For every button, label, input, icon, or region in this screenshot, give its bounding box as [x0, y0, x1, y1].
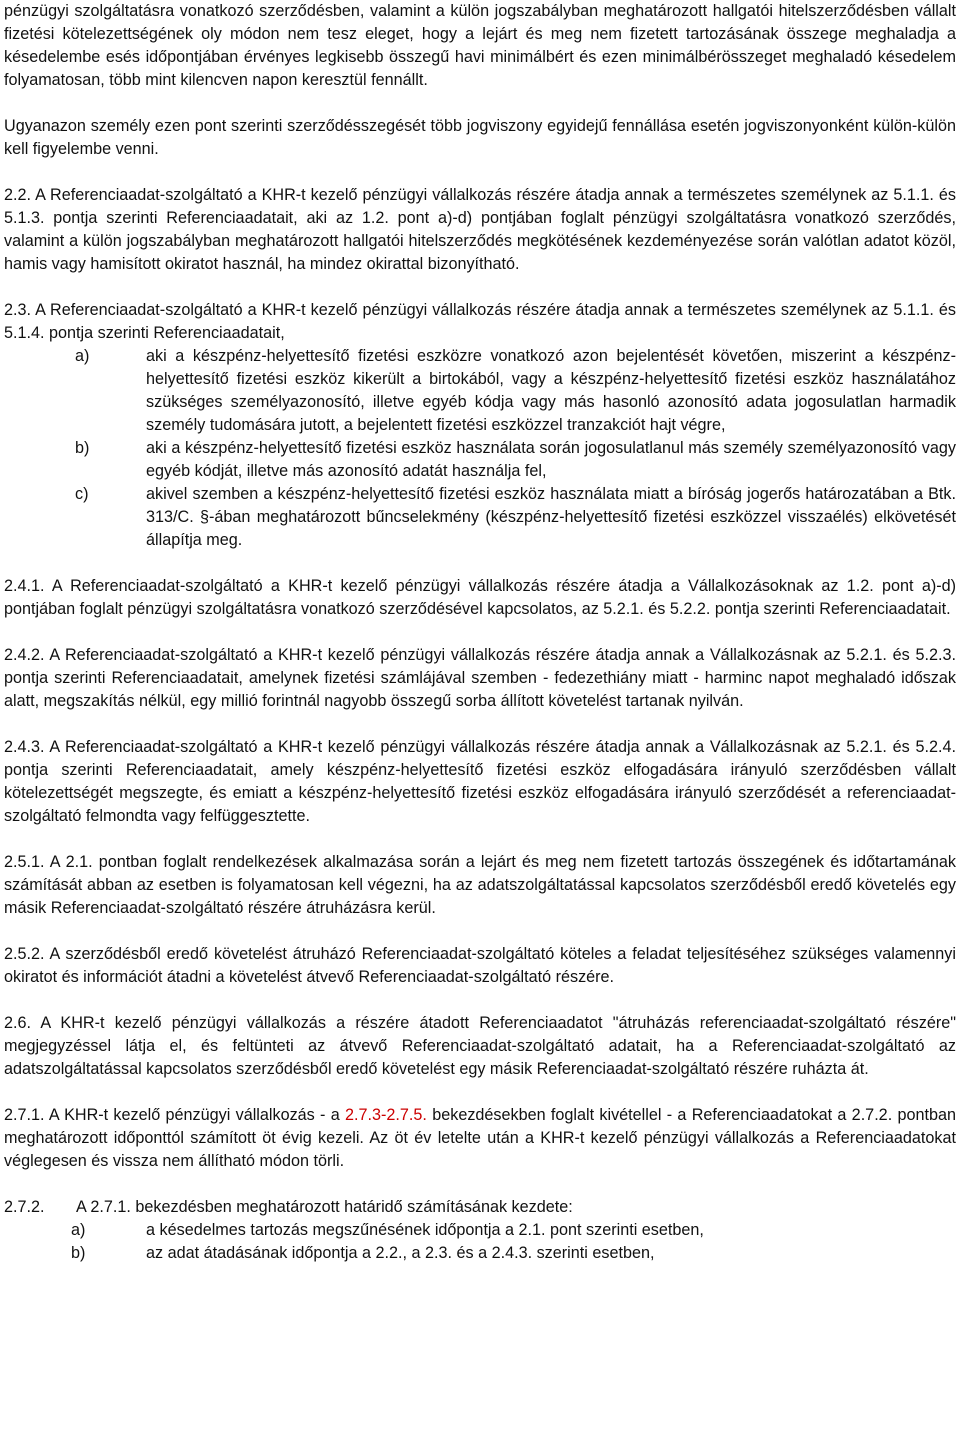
list-item [4, 345, 956, 437]
list-item-label: a) [71, 1221, 86, 1239]
list-item-text: az adat átadásának időpontja a 2.2., a 2.3. és a 2.4.3. szerinti esetben, [146, 1244, 655, 1262]
list-item-text: aki a készpénz-helyettesítő fizetési eszköz használata során jogosulatlanul más személy személyazonosító vagy egyéb kódját, illetve más azonosító adatát használja fel, [146, 439, 956, 480]
list-item [4, 1219, 956, 1242]
paragraph-2-4-2: 2.4.2. A Referenciaadat-szolgáltató a KHR-t kezelő pénzügyi vállalkozás részére átadja annak a Vállalkozásnak az 5.2.1. és 5.2.3. pontja szerinti Referenciaadatait, amelynek fizetési számlájával szemben - fedezethiány miatt - harminc napot meghaladó időszak alatt, megszakítás nélkül, egy millió forintnál nagyobb összegű sorba állított követelést tartanak nyilván. [4, 646, 956, 710]
list-item-label: b) [71, 1244, 86, 1262]
list-item-text: akivel szemben a készpénz-helyettesítő fizetési eszköz használata miatt a bíróság jogerős határozatában a Btk. 313/C. §-ában meghatározott bűncselekmény (készpénz-helyettesítő fizetési eszközzel visszaélés) elkövetését állapítja meg. [146, 485, 956, 549]
paragraph-2-3: 2.3. A Referenciaadat-szolgáltató a KHR-t kezelő pénzügyi vállalkozás részére átadja annak a természetes személynek az 5.1.1. és 5.1.4. pontja szerinti Referenciaadatait, [4, 301, 956, 342]
paragraph-2-7-1-start: 2.7.1. A KHR-t kezelő pénzügyi vállalkozás - a [4, 1106, 346, 1124]
paragraph-2-5-2: 2.5.2. A szerződésből eredő követelést átruházó Referenciaadat-szolgáltató köteles a feladat teljesítéséhez szükséges valamennyi okiratot és információt átadni a követelést átvevő Referenciaadat-szolgáltató részére. [4, 945, 956, 986]
list-item [4, 1242, 956, 1265]
paragraph-2-4-3: 2.4.3. A Referenciaadat-szolgáltató a KHR-t kezelő pénzügyi vállalkozás részére átadja annak a Vállalkozásnak az 5.2.1. és 5.2.4. pontja szerinti Referenciaadatait, amely készpénz-helyettesítő fizetési eszköz elfogadására irányuló szerződésben vállalt kötelezettségét megszegte, és emiatt a készpénz-helyettesítő fizetési eszköz elfogadására irányuló szerződését a referenciaadat-szolgáltató felmondta vagy felfüggesztette. [4, 738, 956, 825]
paragraph-2-2: 2.2. A Referenciaadat-szolgáltató a KHR-t kezelő pénzügyi vállalkozás részére átadja annak a természetes személynek az 5.1.1. és 5.1.3. pontja szerinti Referenciaadatait, aki az 1.2. pont a)-d) pontjában foglalt pénzügyi szolgáltatásra vonatkozó szerződés, valamint a külön jogszabályban meghatározott hallgatói hitelszerződés megkötésének kezdeményezése során valótlan adatot közöl, hamis vagy hamisított okiratot használ, ha mindez okirattal bizonyítható. [4, 186, 956, 273]
list-item-label: b) [75, 439, 90, 457]
list-2-3 [4, 345, 956, 552]
list-item [4, 437, 956, 483]
paragraph-2-1-continued: pénzügyi szolgáltatásra vonatkozó szerződésben, valamint a külön jogszabályban meghatározott hallgatói hitelszerződésben vállalt fizetési kötelezettségének oly módon nem tesz eleget, hogy a lejárt és meg nem fizetett tartozásának összege meghaladja a késedelembe esés időpontjában érvényes legkisebb összegű havi minimálbért és ezen minimálbérösszeget meghaladó késedelem folyamatosan, több mint kilencven napon keresztül fennállt. [4, 2, 956, 89]
paragraph-2-4-1: 2.4.1. A Referenciaadat-szolgáltató a KHR-t kezelő pénzügyi vállalkozás részére átadja a Vállalkozásoknak az 1.2. pont a)-d) pontjában foglalt pénzügyi szolgáltatásra vonatkozó szerződésével kapcsolatos, az 5.2.1. és 5.2.2. pontja szerinti Referenciaadatait. [4, 577, 956, 618]
paragraph-2-5-1: 2.5.1. A 2.1. pontban foglalt rendelkezések alkalmazása során a lejárt és meg nem fizetett tartozás összegének és időtartamának számítását abban az esetben is folyamatosan kell végezni, ha az adatszolgáltatással kapcsolatos szerződésből eredő követelés egy másik Referenciaadat-szolgáltató részére átruházásra kerül. [4, 853, 956, 917]
list-item [4, 483, 956, 552]
paragraph-2-7-1-rest: bekezdésekben foglalt kivétellel - a Referenciaadatokat a 2.7.2. pontban meghatározott időponttól számított öt évig kezeli. Az öt év letelte után a KHR-t kezelő pénzügyi vállalkozás a Referenciaadatokat véglegesen és vissza nem állítható módon törli. [4, 1106, 956, 1170]
list-item-label: a) [75, 347, 90, 365]
list-item-text: a késedelmes tartozás megszűnésének időpontja a 2.1. pont szerinti esetben, [146, 1221, 704, 1239]
paragraph-2-7-2 [4, 1196, 956, 1219]
list-item-label: c) [75, 485, 89, 503]
paragraph-2-6: 2.6. A KHR-t kezelő pénzügyi vállalkozás a részére átadott Referenciaadatot "átruházás referenciaadat-szolgáltató részére" megjegyzéssel látja el, és feltünteti az átvevő Referenciaadat-szolgáltató adatait, ha a Referenciaadat-szolgáltató az adatszolgáltatással kapcsolatos szerződésből eredő követelést egy másik Referenciaadat-szolgáltató részére ruházta át. [4, 1014, 956, 1078]
paragraph-multiple-legal-relations: Ugyanazon személy ezen pont szerinti szerződésszegését több jogviszony egyidejű fennállása esetén jogviszonyonként külön-külön kell figyelembe venni. [4, 117, 956, 158]
paragraph-2-7-1 [4, 1104, 956, 1173]
list-item-text: aki a készpénz-helyettesítő fizetési eszközre vonatkozó azon bejelentését követően, miszerint a készpénz-helyettesítő fizetési eszköz kikerült a birtokából, vagy a készpénz-helyettesítő fizetési eszköz használatához szükséges személyazonosító, illetve egyéb kódja vagy más hasonló azonosító adata jogosulatlan harmadik személy tudomására jutott, a bejelentett fizetési eszközzel tranzakciót hajt végre, [146, 347, 956, 434]
paragraph-number: 2.7.2. [4, 1198, 45, 1216]
paragraph-2-7-2-text: A 2.7.1. bekezdésben meghatározott határidő számításának kezdete: [76, 1198, 573, 1216]
reference-link[interactable]: 2.7.3-2.7.5. [345, 1106, 427, 1124]
list-2-7-2 [4, 1219, 956, 1265]
